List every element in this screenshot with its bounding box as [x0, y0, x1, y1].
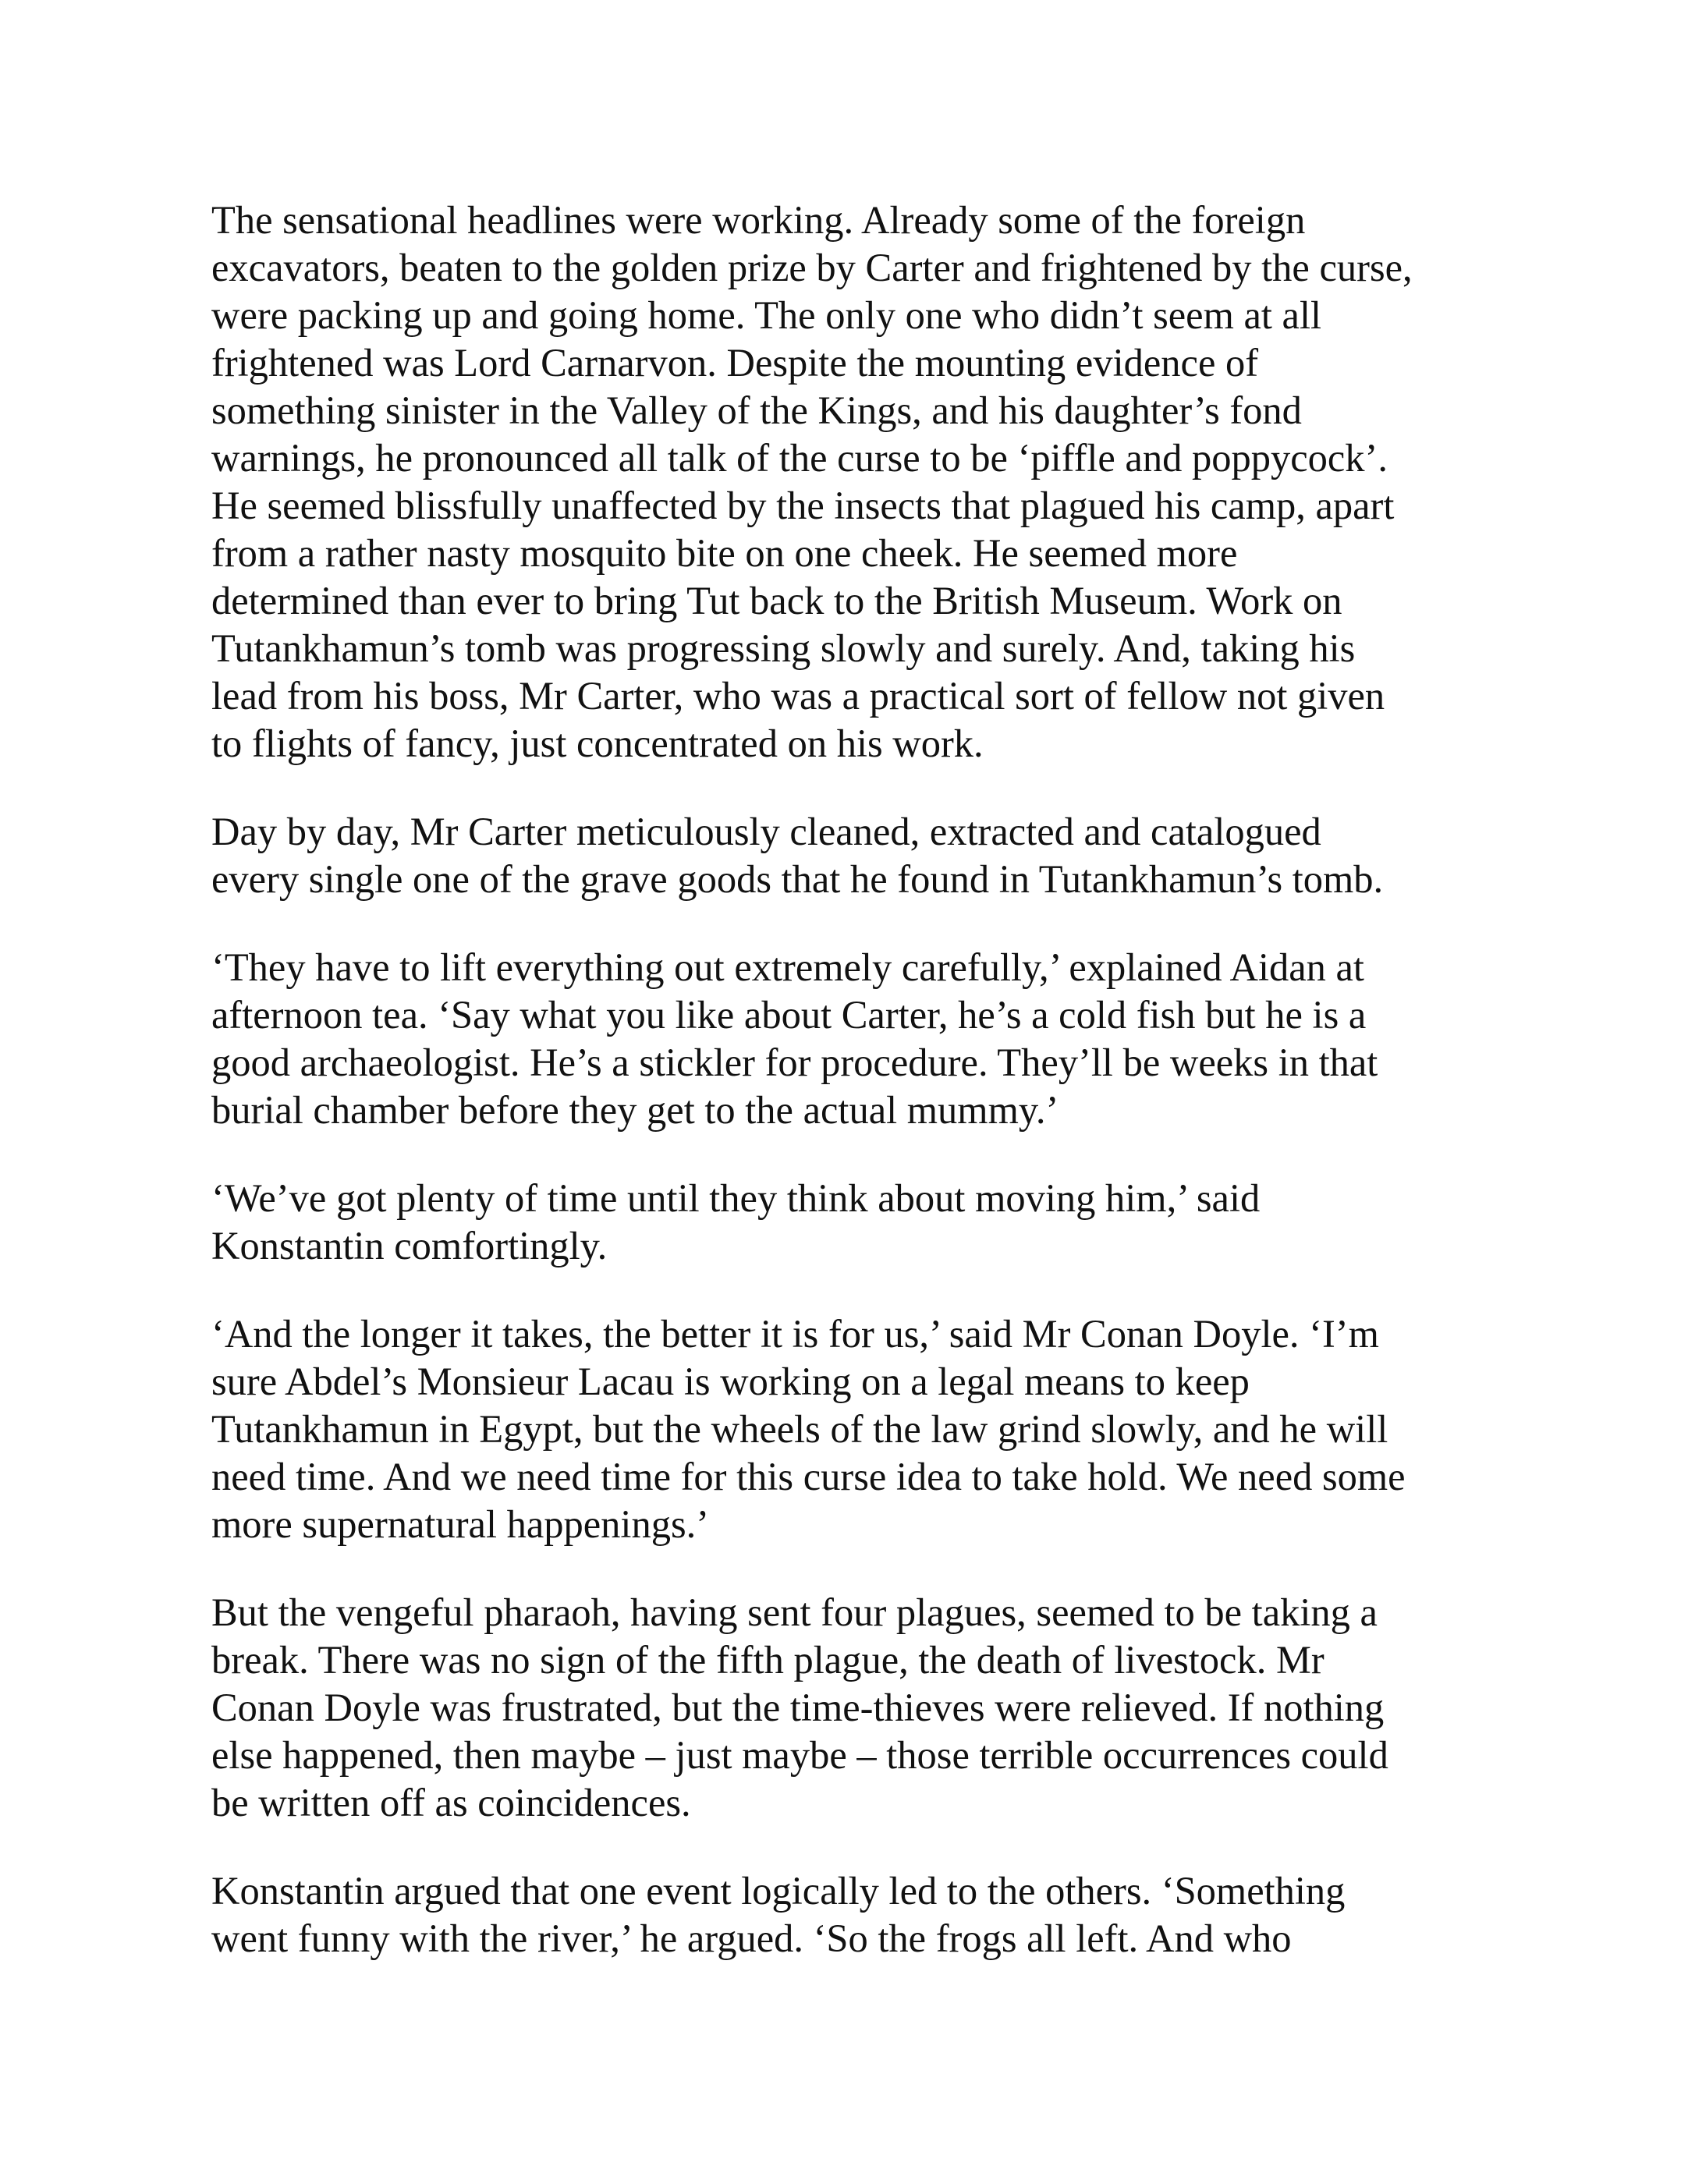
paragraph-4: [211, 1175, 1506, 1270]
text-line: sure Abdel’s Monsieur Lacau is working on a legal means to keep: [211, 1360, 1250, 1403]
text-line: went funny with the river,’ he argued. ‘So the frogs all left. And who: [211, 1916, 1292, 1960]
text-line: The sensational headlines were working. Already some of the foreign: [211, 198, 1306, 242]
text-line: be written off as coincidences.: [211, 1781, 691, 1824]
paragraph-3: [211, 944, 1506, 1134]
text-line: ‘They have to lift everything out extremely carefully,’ explained Aidan at: [211, 945, 1364, 989]
text-line: Tutankhamun’s tomb was progressing slowly and surely. And, taking his: [211, 626, 1356, 670]
text-line: from a rather nasty mosquito bite on one cheek. He seemed more: [211, 531, 1238, 575]
text-line: Tutankhamun in Egypt, but the wheels of the law grind slowly, and he will: [211, 1407, 1388, 1451]
paragraph-2: [211, 808, 1506, 903]
text-line: burial chamber before they get to the actual mummy.’: [211, 1088, 1059, 1132]
text-line: determined than ever to bring Tut back to the British Museum. Work on: [211, 579, 1342, 622]
text-line: else happened, then maybe – just maybe – those terrible occurrences could: [211, 1733, 1388, 1777]
text-line: Day by day, Mr Carter meticulously cleaned, extracted and catalogued: [211, 810, 1321, 853]
text-line: to flights of fancy, just concentrated on his work.: [211, 722, 984, 765]
text-line: excavators, beaten to the golden prize by Carter and frightened by the curse,: [211, 246, 1413, 289]
text-line: ‘And the longer it takes, the better it is for us,’ said Mr Conan Doyle. ‘I’m: [211, 1312, 1379, 1356]
text-line: Conan Doyle was frustrated, but the time-thieves were relieved. If nothing: [211, 1686, 1385, 1729]
text-line: Konstantin comfortingly.: [211, 1224, 608, 1268]
paragraph-1: [211, 197, 1506, 768]
text-line: more supernatural happenings.’: [211, 1502, 710, 1546]
text-line: warnings, he pronounced all talk of the curse to be ‘piffle and poppycock’.: [211, 436, 1388, 480]
text-line: Konstantin argued that one event logically led to the others. ‘Something: [211, 1869, 1346, 1913]
text-line: frightened was Lord Carnarvon. Despite the mounting evidence of: [211, 341, 1259, 385]
text-line: good archaeologist. He’s a stickler for procedure. They’ll be weeks in that: [211, 1041, 1378, 1084]
text-line: He seemed blissfully unaffected by the insects that plagued his camp, apart: [211, 484, 1395, 527]
text-line: ‘We’ve got plenty of time until they think about moving him,’ said: [211, 1176, 1261, 1220]
text-line: break. There was no sign of the fifth plague, the death of livestock. Mr: [211, 1638, 1325, 1682]
paragraph-5: [211, 1310, 1506, 1548]
text-line: lead from his boss, Mr Carter, who was a practical sort of fellow not given: [211, 674, 1385, 718]
text-line: every single one of the grave goods that he found in Tutankhamun’s tomb.: [211, 857, 1384, 901]
text-line: afternoon tea. ‘Say what you like about Carter, he’s a cold fish but he is a: [211, 993, 1367, 1037]
text-line: need time. And we need time for this curse idea to take hold. We need some: [211, 1455, 1406, 1498]
document-page: [211, 197, 1506, 2003]
text-line: were packing up and going home. The only one who didn’t seem at all: [211, 293, 1322, 337]
paragraph-7: [211, 1867, 1506, 1962]
paragraph-6: [211, 1589, 1506, 1827]
text-line: But the vengeful pharaoh, having sent four plagues, seemed to be taking a: [211, 1590, 1378, 1634]
text-line: something sinister in the Valley of the Kings, and his daughter’s fond: [211, 388, 1302, 432]
